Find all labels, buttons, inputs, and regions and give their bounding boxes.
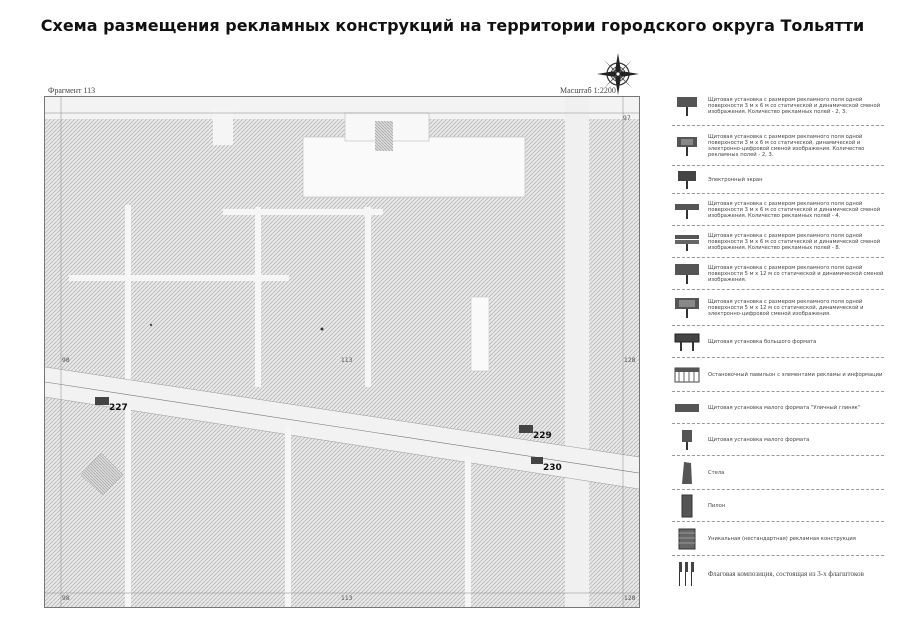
small-format-icon <box>680 429 694 451</box>
legend-item <box>672 194 884 226</box>
legend-item <box>672 490 884 522</box>
legend-text: Уникальная (нестандартная) рекламная конструкция <box>708 535 856 542</box>
grid-number: 98 <box>62 595 70 602</box>
legend-text: Щитовая установка с размером рекламного поля одной поверхности 3 м х 6 м со статической, динамической и электронно-цифровой сменой изображения. Количество рекламных полей - 2, 3. <box>708 133 865 158</box>
billboard-digital-icon <box>675 135 699 157</box>
bus-stop-icon <box>674 366 700 384</box>
legend-item <box>672 392 884 424</box>
legend-text: Пилон <box>708 502 726 509</box>
legend-item <box>672 424 884 456</box>
billboard-8-icon <box>674 232 700 252</box>
legend-text: Щитовая установка с размером рекламного поля одной поверхности 3 м х 6 м со статической и динамической сменой изображения. Количество рекламных полей - 2, 3. <box>708 96 881 115</box>
legend-item <box>672 226 884 258</box>
legend-item <box>672 126 884 166</box>
legend-item <box>672 86 884 126</box>
fragment-label: Фрагмент 113 <box>48 86 96 95</box>
legend-text: Щитовая установка большого формата <box>708 338 817 345</box>
legend-text: Остановочный павильон с элементами рекламы и информации <box>708 371 883 378</box>
scale-label: Масштаб 1:2200 <box>560 86 616 95</box>
screen-icon <box>675 170 699 190</box>
legend-text: Щитовая установка с размером рекламного поля одной поверхности 3 м х 6 м со статической и динамической сменой изображения. Количество рекламных полей - 4. <box>708 200 881 219</box>
large-format-icon <box>674 331 700 353</box>
unique-structure-icon <box>677 528 697 550</box>
billboard-4-icon <box>674 200 700 220</box>
grid-number: 128 <box>624 357 636 364</box>
legend-text: Щитовая установка с размером рекламного поля одной поверхности 5 м х 12 м со статической и динамической сменой изображения. <box>708 264 884 283</box>
legend-item <box>672 258 884 290</box>
legend-item <box>672 522 884 556</box>
legend <box>672 86 884 606</box>
map-title: Схема размещения рекламных конструкций на территории городского округа Тольятти <box>40 16 865 35</box>
legend-text: Электронный экран <box>708 176 763 183</box>
grid-number: 113 <box>341 357 353 364</box>
legend-text: Щитовая установка с размером рекламного поля одной поверхности 5 м х 12 м со статической, динамической и электронно-цифровой сменой изображения. <box>708 298 864 317</box>
legend-item <box>672 290 884 326</box>
pylon-icon <box>680 494 694 518</box>
sign-number[interactable]: 230 <box>543 463 562 473</box>
sign-number[interactable]: 227 <box>109 403 128 413</box>
legend-text: Флаговая композиция, состоящая из 3-х флагштоков <box>708 570 864 578</box>
supersite-icon <box>674 263 700 285</box>
legend-item <box>672 456 884 490</box>
grid-number: 113 <box>341 595 353 602</box>
legend-item <box>672 556 884 592</box>
grid-number: 98 <box>62 357 70 364</box>
legend-text: Стела <box>708 469 725 476</box>
grid-number: 97 <box>623 115 631 122</box>
supersite-digital-icon <box>674 297 700 319</box>
legend-item <box>672 166 884 194</box>
grid-number: 128 <box>624 595 636 602</box>
legend-item <box>672 326 884 358</box>
flags-icon <box>676 561 698 587</box>
small-format-banner-icon <box>674 401 700 415</box>
map-area[interactable] <box>44 96 640 608</box>
sign-number[interactable]: 229 <box>533 431 552 441</box>
billboard-icon <box>675 95 699 117</box>
legend-item <box>672 358 884 392</box>
stele-icon <box>680 461 694 485</box>
legend-text: Щитовая установка малого формата <box>708 436 810 443</box>
legend-text: Щитовая установка с размером рекламного поля одной поверхности 3 м х 6 м со статической и динамической сменой изображения. Количество рекламных полей - 8. <box>708 232 881 251</box>
legend-text: Щитовая установка малого формата "Уличный глиняк" <box>708 404 861 411</box>
